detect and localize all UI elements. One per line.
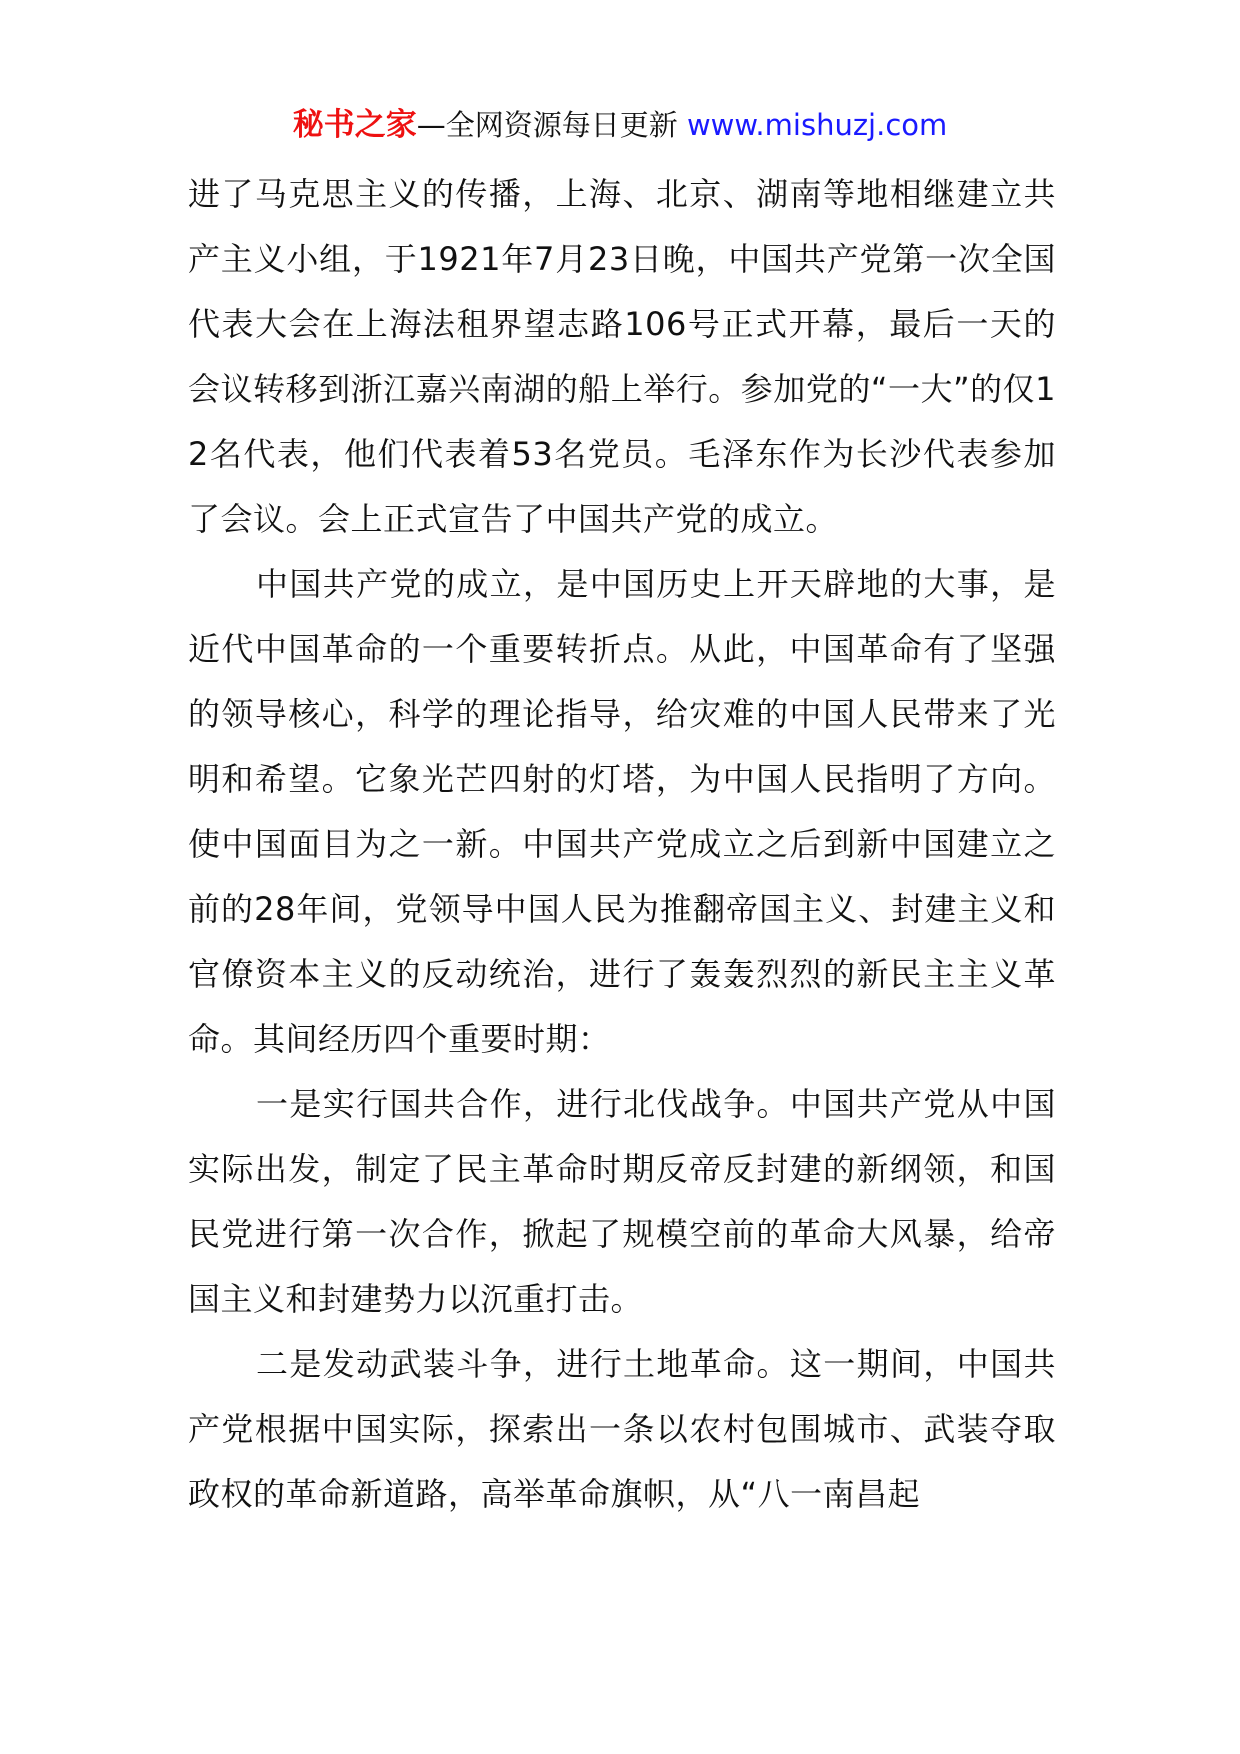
page-header bbox=[0, 100, 1240, 150]
paragraph-founding-significance: 中国共产党的成立，是中国历史上开天辟地的大事，是近代中国革命的一个重要转折点。从此，中国革命有了坚强的领导核心，科学的理论指导，给灾难的中国人民带来了光明和希望。它象光芒四射的灯塔，为中国人民指明了方向。使中国面目为之一新。中国共产党成立之后到新中国建立之前的28年间，党领导中国人民为推翻帝国主义、封建主义和官僚资本主义的反动统治，进行了轰轰烈烈的新民主主义革命。其间经历四个重要时期： bbox=[188, 565, 1056, 1058]
paragraph-period-one: 一是实行国共合作，进行北伐战争。中国共产党从中国实际出发，制定了民主革命时期反帝反封建的新纲领，和国民党进行第一次合作，掀起了规模空前的革命大风暴，给帝国主义和封建势力以沉重打击。 bbox=[188, 1085, 1056, 1318]
site-url-link[interactable]: www.mishuzj.com bbox=[686, 108, 948, 142]
header-tagline: —全网资源每日更新 bbox=[416, 108, 687, 142]
paragraph-period-two: 二是发动武装斗争，进行土地革命。这一期间，中国共产党根据中国实际，探索出一条以农村包围城市、武装夺取政权的革命新道路，高举革命旗帜，从“八一南昌起 bbox=[188, 1345, 1056, 1513]
brand-name: 秘书之家 bbox=[292, 107, 417, 143]
paragraph-continued: 进了马克思主义的传播，上海、北京、湖南等地相继建立共产主义小组，于1921年7月23日晚，中国共产党第一次全国代表大会在上海法租界望志路106号正式开幕，最后一天的会议转移到浙江嘉兴南湖的船上举行。参加党的“一大”的仅12名代表，他们代表着53名党员。毛泽东作为长沙代表参加了会议。会上正式宣告了中国共产党的成立。 bbox=[188, 175, 1056, 538]
document-body bbox=[188, 162, 1056, 1527]
